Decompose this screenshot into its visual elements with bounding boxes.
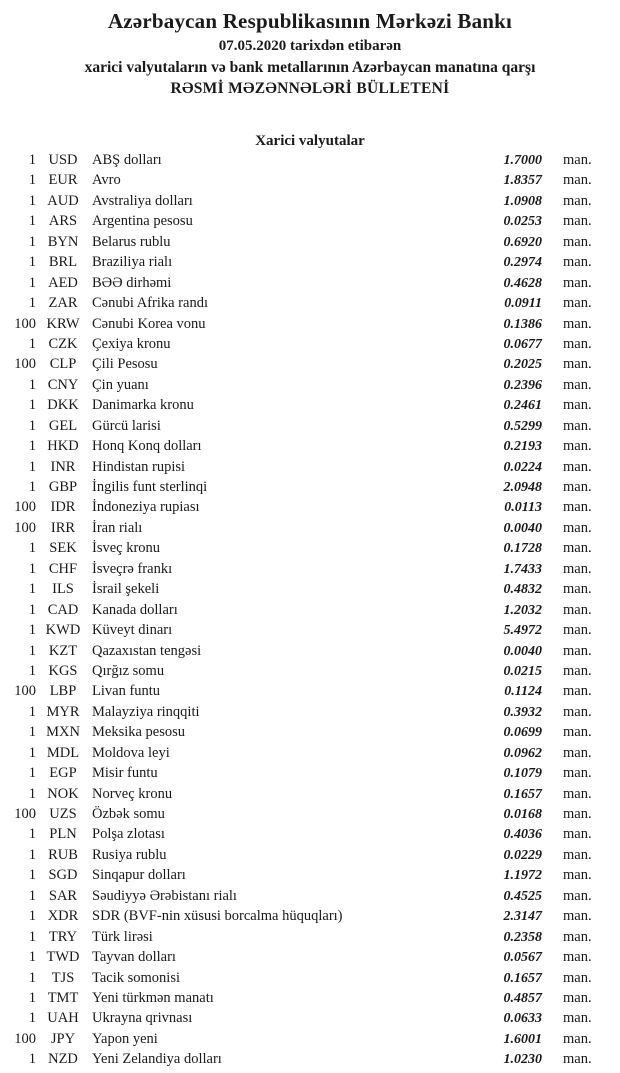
currency-row — [0, 377, 620, 397]
currency-name: Qazaxıstan tengəsi — [92, 642, 202, 659]
currency-row — [0, 1031, 620, 1051]
currency-code: INR — [50, 458, 76, 475]
currency-code: SEK — [49, 540, 77, 557]
currency-code: UZS — [49, 806, 77, 822]
currency-quantity: 1 — [28, 867, 36, 884]
currency-name: Polşa zlotası — [92, 826, 165, 843]
currency-quantity: 1 — [28, 785, 36, 802]
currency-quantity: 1 — [28, 949, 36, 966]
currency-name: Yeni türkmən manatı — [92, 989, 214, 1006]
exchange-rate: 0.0567 — [503, 950, 542, 966]
currency-code: TWD — [46, 949, 80, 966]
section-title-foreign-currencies: Xarici valyutalar — [255, 133, 365, 149]
currency-name: Ukrayna qrivnası — [92, 1010, 193, 1027]
currency-quantity: 1 — [28, 846, 36, 863]
currency-name: Qırğız somu — [92, 662, 165, 679]
exchange-rate: 0.1079 — [503, 766, 542, 782]
unit-label: man. — [563, 846, 592, 863]
currency-code: TJS — [51, 969, 75, 986]
currency-name: İsveçrə frankı — [92, 560, 173, 577]
currency-name: Livan funtu — [92, 683, 161, 700]
currency-code: EUR — [48, 172, 78, 189]
currency-row — [0, 254, 620, 274]
currency-code: KWD — [45, 622, 81, 639]
currency-quantity: 1 — [28, 192, 36, 209]
exchange-rate: 1.7000 — [503, 153, 542, 168]
exchange-rate: 0.4832 — [503, 582, 542, 598]
exchange-rate: 0.0224 — [503, 459, 542, 475]
unit-label: man. — [563, 581, 592, 598]
currency-name: Yeni Zelandiya dolları — [92, 1051, 222, 1068]
currency-name: Tayvan dolları — [92, 949, 176, 966]
currency-code: IDR — [50, 499, 76, 516]
unit-label: man. — [563, 397, 592, 414]
currency-name: Danimarka kronu — [92, 397, 194, 414]
currency-row — [0, 806, 620, 826]
currency-code: CZK — [48, 335, 78, 352]
currency-row — [0, 479, 620, 499]
unit-label: man. — [563, 806, 592, 822]
currency-row — [0, 213, 620, 233]
currency-row — [0, 745, 620, 765]
currency-name: Küveyt dinarı — [92, 622, 173, 639]
unit-label: man. — [563, 969, 592, 986]
currency-quantity: 1 — [28, 969, 36, 986]
currency-code: AUD — [47, 192, 79, 209]
unit-label: man. — [563, 479, 592, 495]
currency-name: Honq Konq dolları — [92, 438, 202, 455]
currency-quantity: 100 — [14, 499, 36, 516]
currency-code: GBP — [48, 479, 78, 495]
unit-label: man. — [563, 744, 592, 761]
unit-label: man. — [563, 785, 592, 802]
currency-code: TMT — [47, 989, 79, 1006]
currency-row — [0, 336, 620, 356]
currency-row — [0, 193, 620, 213]
unit-label: man. — [563, 989, 592, 1006]
currency-row — [0, 275, 620, 295]
currency-row — [0, 438, 620, 458]
exchange-rate: 0.0962 — [503, 745, 542, 761]
exchange-rate: 1.0908 — [503, 193, 542, 209]
currency-code: ILS — [52, 581, 74, 598]
currency-code: SAR — [48, 887, 78, 904]
currency-quantity: 1 — [28, 213, 36, 230]
exchange-rate: 0.0677 — [503, 336, 542, 352]
currency-name: Cənubi Korea vonu — [92, 315, 206, 332]
currency-quantity: 100 — [14, 315, 36, 332]
currency-code: GEL — [48, 417, 78, 434]
exchange-rate: 1.0230 — [503, 1052, 542, 1068]
currency-name: Cənubi Afrika randı — [92, 295, 208, 312]
currency-name: İndoneziya rupiası — [92, 499, 200, 516]
exchange-rate: 0.1657 — [503, 970, 542, 986]
currency-quantity: 1 — [28, 928, 36, 945]
rates-table — [0, 152, 620, 1072]
unit-label: man. — [563, 254, 592, 271]
currency-row — [0, 786, 620, 806]
currency-quantity: 1 — [28, 233, 36, 250]
currency-code: MXN — [46, 724, 80, 741]
currency-code: TRY — [48, 928, 78, 945]
currency-quantity: 1 — [28, 1010, 36, 1027]
exchange-rate: 0.4036 — [503, 827, 542, 843]
currency-quantity: 1 — [28, 438, 36, 455]
unit-label: man. — [563, 213, 592, 230]
currency-name: Belarus rublu — [92, 233, 171, 250]
exchange-rate: 0.0253 — [503, 214, 542, 230]
exchange-rate: 0.1657 — [503, 786, 542, 802]
currency-name: Kanada dolları — [92, 601, 178, 618]
currency-code: HKD — [47, 438, 79, 455]
currency-name: Gürcü larisi — [92, 417, 161, 434]
unit-label: man. — [563, 887, 592, 904]
exchange-rate: 2.0948 — [503, 480, 542, 495]
currency-quantity: 1 — [28, 744, 36, 761]
currency-code: ARS — [48, 213, 78, 230]
currency-code: AED — [48, 274, 78, 291]
currency-code: IRR — [50, 519, 76, 536]
currency-name: Meksika pesosu — [92, 724, 186, 741]
currency-name: Sinqapur dolları — [92, 867, 186, 884]
currency-code: DKK — [47, 397, 79, 414]
currency-code: RUB — [48, 846, 78, 863]
unit-label: man. — [563, 703, 592, 720]
currency-code: BRL — [48, 254, 78, 271]
unit-label: man. — [563, 192, 592, 209]
currency-quantity: 1 — [28, 376, 36, 393]
unit-label: man. — [563, 519, 592, 536]
currency-name: BƏƏ dirhəmi — [92, 274, 172, 291]
currency-code: EGP — [49, 765, 77, 782]
exchange-rate: 0.0113 — [504, 500, 542, 516]
currency-quantity: 1 — [28, 458, 36, 475]
currency-row — [0, 663, 620, 683]
currency-row — [0, 234, 620, 254]
exchange-rate: 0.2974 — [503, 255, 542, 271]
currency-code: PLN — [49, 826, 77, 843]
unit-label: man. — [563, 152, 592, 168]
currency-name: Braziliya rialı — [92, 254, 173, 271]
currency-row — [0, 643, 620, 663]
unit-label: man. — [563, 233, 592, 250]
exchange-rate: 1.2032 — [503, 602, 542, 618]
exchange-rate: 1.1972 — [503, 868, 542, 884]
currency-name: Norveç kronu — [92, 785, 173, 802]
currency-code: KRW — [46, 315, 80, 332]
exchange-rate: 0.2461 — [503, 398, 542, 414]
exchange-rate: 0.0040 — [503, 520, 542, 536]
exchange-rate: 0.0911 — [504, 296, 542, 312]
currency-quantity: 1 — [28, 826, 36, 843]
currency-name: Moldova leyi — [92, 744, 170, 761]
bulletin-heading: RƏSMİ MƏZƏNNƏLƏRİ BÜLLETENİ — [170, 80, 450, 97]
currency-code: UAH — [47, 1010, 79, 1027]
currency-name: Səudiyyə Ərəbistanı rialı — [92, 887, 237, 904]
unit-label: man. — [563, 1051, 592, 1068]
currency-name: Rusiya rublu — [92, 846, 167, 863]
currency-code: MDL — [46, 744, 80, 761]
currency-row — [0, 929, 620, 949]
unit-label: man. — [563, 601, 592, 618]
currency-quantity: 1 — [28, 989, 36, 1006]
currency-row — [0, 704, 620, 724]
unit-label: man. — [563, 560, 592, 577]
currency-name: Avstraliya dolları — [92, 192, 193, 209]
exchange-rate: 0.3932 — [503, 704, 542, 720]
unit-label: man. — [563, 376, 592, 393]
currency-code: CLP — [49, 356, 77, 373]
currency-code: CHF — [48, 560, 78, 577]
currency-quantity: 1 — [28, 417, 36, 434]
unit-label: man. — [563, 928, 592, 945]
currency-name: Malayziya rinqqiti — [92, 703, 200, 720]
currency-row — [0, 316, 620, 336]
currency-quantity: 1 — [28, 560, 36, 577]
unit-label: man. — [563, 417, 592, 434]
unit-label: man. — [563, 315, 592, 332]
exchange-rate: 0.2025 — [503, 357, 542, 373]
unit-label: man. — [563, 458, 592, 475]
currency-row — [0, 561, 620, 581]
exchange-rate: 5.4972 — [503, 623, 542, 639]
currency-name: SDR (BVF-nin xüsusi borcalma hüquqları) — [92, 908, 343, 925]
currency-row — [0, 356, 620, 376]
unit-label: man. — [563, 540, 592, 557]
currency-quantity: 1 — [28, 662, 36, 679]
effective-date-line: 07.05.2020 tarixdən etibarən — [218, 38, 402, 54]
currency-row — [0, 970, 620, 990]
currency-row — [0, 622, 620, 642]
unit-label: man. — [563, 724, 592, 741]
currency-quantity: 1 — [28, 274, 36, 291]
currency-quantity: 1 — [28, 172, 36, 189]
exchange-rate: 0.0040 — [503, 643, 542, 659]
currency-row — [0, 602, 620, 622]
unit-label: man. — [563, 356, 592, 373]
unit-label: man. — [563, 622, 592, 639]
currency-name: Çin yuanı — [92, 376, 149, 393]
currency-row — [0, 1010, 620, 1030]
currency-name: İran rialı — [92, 519, 143, 536]
currency-row — [0, 152, 620, 172]
currency-row — [0, 908, 620, 928]
currency-quantity: 100 — [14, 1030, 36, 1047]
exchange-rate: 0.0215 — [503, 663, 542, 679]
currency-quantity: 1 — [28, 335, 36, 352]
currency-quantity: 100 — [14, 806, 36, 822]
currency-row — [0, 499, 620, 519]
currency-name: Hindistan rupisi — [92, 458, 186, 475]
currency-code: NZD — [48, 1051, 78, 1068]
unit-label: man. — [563, 826, 592, 843]
currency-name: Özbək somu — [92, 806, 165, 822]
unit-label: man. — [563, 908, 592, 925]
exchange-rate: 2.3147 — [503, 909, 542, 925]
exchange-rate: 0.1386 — [503, 316, 542, 332]
currency-code: XDR — [47, 908, 79, 925]
currency-row — [0, 867, 620, 887]
currency-quantity: 1 — [28, 601, 36, 618]
currency-quantity: 1 — [28, 703, 36, 720]
currency-row — [0, 990, 620, 1010]
currency-row — [0, 397, 620, 417]
currency-name: Türk lirəsi — [92, 928, 153, 945]
currency-row — [0, 540, 620, 560]
exchange-rate: 0.4857 — [503, 990, 542, 1006]
currency-row — [0, 683, 620, 703]
currency-code: CNY — [47, 376, 79, 393]
currency-row — [0, 847, 620, 867]
exchange-rate: 0.1728 — [503, 541, 542, 557]
currency-code: JPY — [50, 1030, 76, 1047]
page-title: Azərbaycan Respublikasının Mərkəzi Bankı — [107, 9, 513, 33]
currency-quantity: 1 — [28, 622, 36, 639]
currency-row — [0, 459, 620, 479]
currency-name: Çili Pesosu — [92, 356, 158, 373]
currency-name: İsveç kronu — [92, 540, 161, 557]
currency-row — [0, 888, 620, 908]
unit-label: man. — [563, 683, 592, 700]
currency-row — [0, 295, 620, 315]
unit-label: man. — [563, 765, 592, 782]
unit-label: man. — [563, 438, 592, 455]
exchange-rate: 0.4628 — [503, 275, 542, 291]
unit-label: man. — [563, 499, 592, 516]
currency-quantity: 1 — [28, 642, 36, 659]
currency-quantity: 1 — [28, 1051, 36, 1068]
currency-row — [0, 581, 620, 601]
unit-label: man. — [563, 642, 592, 659]
exchange-rate: 0.0633 — [503, 1011, 542, 1027]
exchange-rate: 0.0229 — [503, 847, 542, 863]
currency-quantity: 100 — [14, 356, 36, 373]
exchange-rate: 0.1124 — [504, 684, 542, 700]
exchange-rate: 0.4525 — [503, 888, 542, 904]
currency-quantity: 1 — [28, 479, 36, 495]
currency-code: LBP — [49, 683, 77, 700]
currency-name: İngilis funt sterlinqi — [92, 479, 208, 495]
currency-code: CAD — [47, 601, 79, 618]
unit-label: man. — [563, 867, 592, 884]
currency-quantity: 100 — [14, 683, 36, 700]
exchange-rate: 1.8357 — [503, 173, 542, 189]
currency-row — [0, 765, 620, 785]
currency-name: Avro — [92, 172, 121, 189]
currency-row — [0, 1051, 620, 1071]
unit-label: man. — [563, 1010, 592, 1027]
currency-quantity: 1 — [28, 724, 36, 741]
currency-row — [0, 520, 620, 540]
exchange-rate: 1.7433 — [503, 561, 542, 577]
unit-label: man. — [563, 949, 592, 966]
exchange-rate: 0.0699 — [503, 725, 542, 741]
currency-code: KGS — [48, 662, 78, 679]
currency-row — [0, 724, 620, 744]
bulletin-subtitle: xarici valyutaların və bank metallarının Azərbaycan manatına qarşı — [84, 59, 536, 76]
currency-quantity: 1 — [28, 540, 36, 557]
currency-quantity: 1 — [28, 887, 36, 904]
exchange-rate: 1.6001 — [503, 1031, 542, 1047]
currency-name: ABŞ dolları — [92, 152, 162, 168]
currency-code: MYR — [46, 703, 80, 720]
currency-quantity: 1 — [28, 152, 36, 168]
currency-row — [0, 826, 620, 846]
currency-code: NOK — [47, 785, 79, 802]
currency-name: Tacik somonisi — [92, 969, 180, 986]
exchange-rate: 0.2396 — [503, 377, 542, 393]
currency-quantity: 1 — [28, 254, 36, 271]
unit-label: man. — [563, 295, 592, 312]
unit-label: man. — [563, 662, 592, 679]
currency-code: BYN — [47, 233, 79, 250]
currency-code: SGD — [48, 867, 78, 884]
currency-name: Misir funtu — [92, 765, 158, 782]
currency-quantity: 1 — [28, 908, 36, 925]
currency-quantity: 1 — [28, 765, 36, 782]
currency-quantity: 100 — [14, 519, 36, 536]
currency-name: Yapon yeni — [92, 1030, 158, 1047]
exchange-rate: 0.2358 — [503, 929, 542, 945]
currency-name: İsrail şekeli — [92, 581, 160, 598]
exchange-rate: 0.0168 — [503, 807, 542, 822]
exchange-rate: 0.6920 — [503, 234, 542, 250]
exchange-rate: 0.2193 — [503, 439, 542, 455]
currency-code: KZT — [48, 642, 78, 659]
currency-quantity: 1 — [28, 581, 36, 598]
unit-label: man. — [563, 335, 592, 352]
unit-label: man. — [563, 1030, 592, 1047]
currency-row — [0, 949, 620, 969]
currency-row — [0, 172, 620, 192]
currency-name: Argentina pesosu — [92, 213, 193, 230]
unit-label: man. — [563, 172, 592, 189]
exchange-rate: 0.5299 — [503, 418, 542, 434]
currency-name: Çexiya kronu — [92, 335, 171, 352]
unit-label: man. — [563, 274, 592, 291]
currency-quantity: 1 — [28, 295, 36, 312]
currency-quantity: 1 — [28, 397, 36, 414]
currency-code: ZAR — [48, 295, 78, 312]
currency-code: USD — [48, 152, 78, 168]
currency-row — [0, 418, 620, 438]
